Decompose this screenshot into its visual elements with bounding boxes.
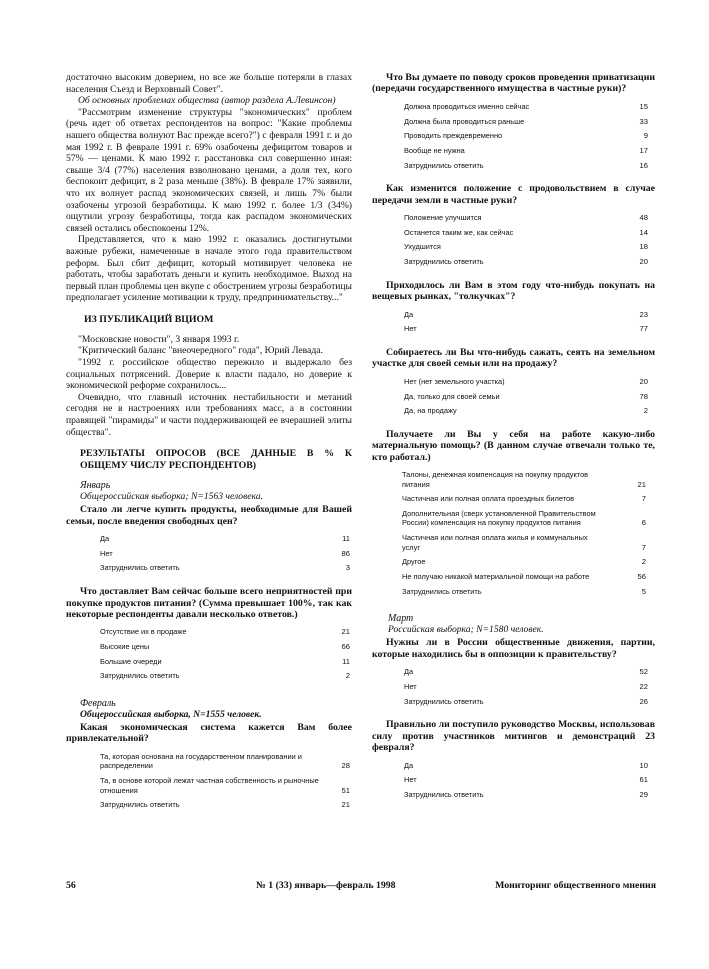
answer-value: 10 (639, 760, 648, 770)
answer-label: Та, в основе которой лежат частная собственность и рыночные отношения (100, 776, 319, 795)
table-row (404, 255, 648, 270)
answer-value: 61 (639, 775, 648, 785)
answer-label: Дополнительная (сверх установленной Правительством России) компенсация на покупку продуктов питания (402, 508, 596, 528)
results-heading: РЕЗУЛЬТАТЫ ОПРОСОВ (ВСЕ ДАННЫЕ В % К ОБЩЕМУ ЧИСЛУ РЕСПОНДЕНТОВ) (80, 448, 352, 472)
answer-table (404, 375, 648, 419)
answer-label: Должна проводиться именно сейчас (404, 101, 530, 111)
answer-table (404, 211, 648, 270)
answer-label: Та, которая основана на государственном планировании и распределении (100, 751, 302, 771)
question-title: Нужны ли в России общественные движения, партии, которые находились бы в оппозиции к правительству? (372, 637, 655, 660)
answer-value: 5 (641, 586, 646, 596)
answer-label: Высокие цены (100, 642, 150, 651)
table-row (404, 211, 648, 226)
answer-value: 2 (641, 557, 646, 567)
question-title: Какая экономическая система кажется Вам более привлекательной? (66, 722, 352, 745)
answer-value: 20 (639, 257, 648, 267)
table-row (100, 669, 350, 684)
answer-label: Затруднились ответить (404, 160, 484, 170)
answer-label: Да (404, 760, 414, 770)
table-row (402, 585, 646, 600)
answer-value: 22 (639, 681, 648, 691)
table-row (100, 532, 350, 547)
answer-value: 6 (641, 518, 646, 528)
answer-table (404, 308, 648, 337)
answer-label: Да (100, 534, 110, 544)
answer-value: 48 (639, 213, 648, 223)
answer-label: Не получаю никакой материальной помощи на работе (402, 572, 590, 582)
table-row (100, 798, 350, 813)
answer-table (100, 625, 350, 684)
answer-label: Нет (404, 681, 417, 691)
answer-value: 11 (342, 656, 350, 666)
answer-value: 15 (639, 101, 648, 111)
answer-label: Затруднились ответить (404, 257, 484, 267)
table-row (404, 695, 648, 710)
answer-value: 2 (643, 406, 648, 416)
left-column (66, 72, 352, 813)
answer-label: Да, только для своей семьи (404, 391, 500, 401)
answer-table (404, 759, 648, 803)
month-label: Февраль (80, 698, 116, 710)
answer-table (100, 532, 350, 576)
answer-label: Нет (404, 324, 417, 334)
answer-value: 9 (643, 131, 648, 141)
publication-text: Очевидно, что главный источник нестабильности и метаний сегодня не в настроениях или требованиях масс, а в состоянии правящей "пирамиды" и части поддерживающей ее вчерашней элиты общества". (66, 391, 352, 438)
table-row (100, 655, 350, 670)
table-row (402, 507, 646, 531)
table-row (404, 759, 648, 774)
table-row (404, 322, 648, 337)
table-row (404, 665, 648, 680)
journal-title: Мониторинг общественного мнения (495, 880, 656, 891)
answer-label: Частичная или полная оплата жилья и коммунальных услуг (402, 533, 588, 552)
answer-label: Положение улучшится (404, 213, 482, 223)
month-label: Март (388, 613, 414, 625)
quote-paragraph: "Рассмотрим изменение структуры "экономических" проблем (речь идет об ответах респондентов на вопрос: "Какие проблемы нашего общества волнуют Вас прежде всего?") с февраля 1991 г. и до мая 1992 г. В феврале 1991 г. 69% озабочены дефицитом товаров и 57% — ценами. К маю 1992 г. расстановка сил совершенно иная: свыше 3/4 (77%) населения взволновано ценами, а доля тех, кого беспокоит дефицит, в 2 раза меньше (38%). В феврале 17% заявили, что их волнует распад экономических связей, и лишь 7% были озабочены угрозой безработицы. К маю 1992 г. более 1/3 (34%) ощутили угрозу безработицы, тогда как распадом экономических связей остались обеспокоены 12%. (66, 106, 352, 234)
answer-value: 77 (639, 324, 648, 334)
question-title: Правильно ли поступило руководство Москвы, использовав силу против участников митингов и демонстраций 23 февраля? (372, 719, 655, 754)
question-title: Собираетесь ли Вы что-нибудь сажать, сеять на земельном участке для своей семьи или на продажу? (372, 347, 655, 370)
answer-value: 14 (639, 227, 648, 237)
table-row (404, 144, 648, 159)
answer-label: Ухудшится (404, 242, 441, 252)
answer-value: 20 (639, 376, 648, 386)
answer-table (402, 468, 646, 599)
table-row (100, 561, 350, 576)
answer-label: Да (404, 309, 414, 319)
answer-value: 7 (641, 542, 646, 552)
table-row (404, 375, 648, 390)
table-row (404, 100, 648, 115)
answer-value: 28 (341, 761, 350, 771)
answer-value: 26 (639, 696, 648, 706)
table-row (100, 774, 350, 798)
publication-text: "1992 г. российское общество пережило и выдержало без социальных потрясений. Доверие к власти падало, но доверие к экономической реформе сохранилось... (66, 357, 352, 392)
page-footer (66, 880, 656, 894)
answer-label: Нет (100, 548, 113, 558)
question-title: Получаете ли Вы у себя на работе какую-либо материальную помощь? (В данном случае отвечали только те, кто работал.) (372, 428, 655, 463)
table-row (100, 640, 350, 655)
answer-label: Большие очереди (100, 656, 162, 666)
question-title: Что доставляет Вам сейчас больше всего неприятностей при покупке продуктов питания? (Сумма превышает 100%, так как некоторые респонденты давали несколько ответов.) (66, 586, 352, 620)
answer-label: Частичная или полная оплата проездных билетов (402, 494, 575, 504)
answer-value: 78 (639, 391, 648, 401)
month-label: Январь (80, 480, 111, 492)
table-row (100, 750, 350, 774)
table-row (404, 226, 648, 241)
answer-value: 7 (641, 494, 646, 504)
sample-info: Российская выборка; N=1580 человек. (388, 624, 544, 636)
answer-label: Затруднились ответить (100, 671, 180, 681)
question-title: Стало ли легче купить продукты, необходимые для Вашей семьи, после введения свободных цен? (66, 504, 352, 527)
answer-value: 21 (637, 479, 646, 489)
table-row (404, 404, 648, 419)
answer-value: 21 (341, 627, 350, 637)
answer-value: 66 (341, 642, 350, 651)
table-row (404, 773, 648, 788)
table-row (404, 159, 648, 174)
answer-value: 11 (342, 534, 350, 544)
answer-value: 21 (341, 800, 350, 810)
question-title: Как изменится положение с продовольствием в случае передачи земли в частные руки? (372, 183, 655, 206)
answer-value: 52 (639, 667, 648, 677)
issue-info: № 1 (33) январь—февраль 1998 (256, 880, 396, 891)
table-row (402, 555, 646, 570)
answer-label: Другое (402, 557, 426, 567)
table-row (404, 240, 648, 255)
table-row (404, 129, 648, 144)
intro-paragraph: достаточно высоким доверием, но все же больше потеряли в глазах населения Съезд и Верховный Совет". (66, 72, 352, 95)
answer-table (404, 665, 648, 709)
answer-table (404, 100, 648, 173)
answer-value: 29 (639, 789, 648, 799)
page-number: 56 (66, 880, 76, 891)
table-row (404, 308, 648, 323)
answer-label: Затруднились ответить (100, 800, 180, 810)
table-row (404, 680, 648, 695)
answer-label: Да, на продажу (404, 406, 457, 416)
table-row (402, 468, 646, 492)
section-subtitle: Об основных проблемах общества (автор раздела А.Левинсон) (78, 95, 336, 107)
quote-paragraph: Представляется, что к маю 1992 г. оказались достигнутыми важные рубежи, намеченные в начале этого года правительством реформ. Был сбит дефицит, который мотивирует человека не работать, чтобы заработать деньги и купить необходимое. Выход на первый план проблемы цен вкупе с обострением угрозы безработицы предполагает усиление мотивации к труду, предпринимательству..." (66, 234, 352, 304)
answer-label: Затруднились ответить (100, 563, 180, 573)
answer-value: 3 (345, 563, 350, 573)
sample-info: Общероссийская выборка, N=1555 человек. (80, 709, 262, 721)
publication-title: "Критический баланс "внеочередного" года", Юрий Левада. (78, 345, 323, 357)
answer-value: 56 (637, 572, 646, 582)
answer-label: Должна была проводиться раньше (404, 116, 525, 126)
answer-label: Да (404, 667, 414, 677)
answer-label: Затруднились ответить (404, 696, 484, 706)
question-title: Что Вы думаете по поводу сроков проведения приватизации (передачи государственного имущества в частные руки)? (372, 72, 655, 95)
answer-label: Проводить преждевременно (404, 131, 503, 141)
sample-info: Общероссийская выборка; N=1563 человека. (80, 491, 263, 503)
answer-label: Затруднились ответить (402, 586, 482, 596)
table-row (402, 570, 646, 585)
answer-value: 51 (341, 785, 350, 795)
answer-label: Нет (404, 775, 417, 785)
answer-value: 17 (639, 145, 648, 155)
answer-value: 23 (639, 309, 648, 319)
table-row (100, 547, 350, 562)
answer-label: Нет (нет земельного участка) (404, 376, 505, 386)
table-row (402, 492, 646, 507)
answer-label: Отсутствие их в продаже (100, 627, 187, 637)
publication-source: "Московские новости", 3 января 1993 г. (78, 333, 240, 345)
publications-heading: ИЗ ПУБЛИКАЦИЙ ВЦИОМ (84, 313, 214, 325)
right-column (372, 72, 655, 803)
answer-value: 16 (639, 160, 648, 170)
table-row (402, 531, 646, 555)
answer-label: Вообще не нужна (404, 145, 465, 155)
answer-label: Затруднились ответить (404, 789, 484, 799)
answer-label: Талоны, денежная компенсация на покупку продуктов питания (402, 470, 589, 489)
answer-label: Останется таким же, как сейчас (404, 227, 514, 237)
question-title: Приходилось ли Вам в этом году что-нибудь покупать на вещевых рынках, "толкучках"? (372, 279, 655, 303)
table-row (404, 390, 648, 405)
table-row (404, 788, 648, 803)
answer-value: 33 (639, 116, 648, 126)
answer-value: 2 (345, 671, 350, 681)
table-row (404, 115, 648, 130)
answer-table (100, 750, 350, 813)
answer-value: 18 (639, 242, 648, 252)
table-row (100, 625, 350, 640)
answer-value: 86 (341, 548, 350, 558)
